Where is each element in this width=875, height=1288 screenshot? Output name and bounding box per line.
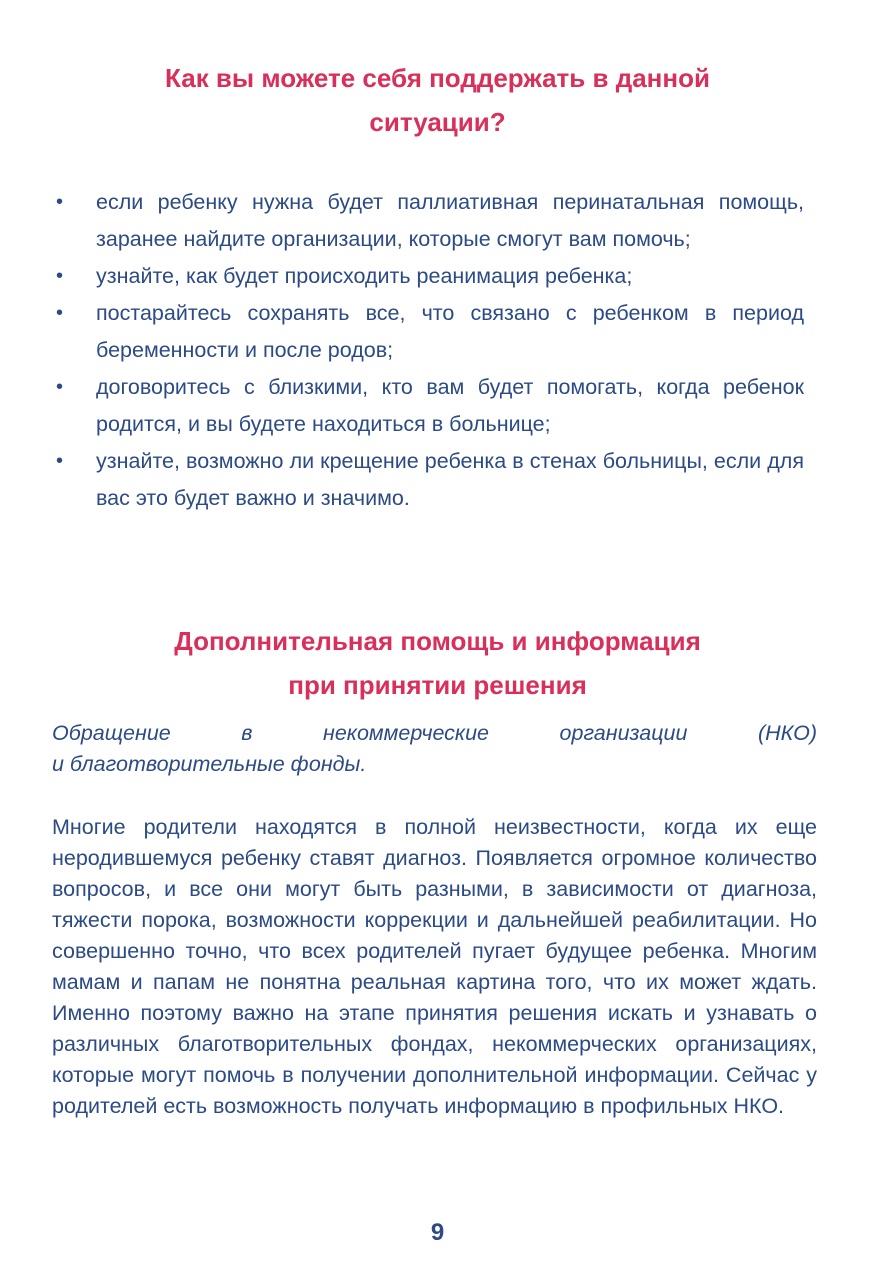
page-number: 9 [430,1219,445,1246]
subtitle-line-1: Обращение в некоммерческие организации (НКО) [52,721,817,745]
support-tips-list [56,184,804,517]
section-subtitle [52,718,817,780]
body-paragraph: Многие родители находятся в полной неизвестности, когда их еще неродившемуся ребенку ставят диагноз. Появляется огромное количество вопросов, и все они могут быть разными, в зависимости от диагноза, тяжести порока, возможности коррекции и дальнейшей реабилитации. Но совершенно точно, что всех родителей пугает будущее ребенка. Многим мамам и папам не понятна реальная картина того, что их может ждать. Именно поэтому важно на этапе принятия решения искать и узнавать о различных благотворительных фондах, некоммерческих организациях, которые могут помочь в получении дополнительной информации. Сейчас у родителей есть возможность получать информацию в профильных НКО. [52,815,817,1118]
subtitle-line-2: и благотворительные фонды. [52,752,367,776]
bullet-icon: • [56,302,64,324]
heading-line-2: при принятии решения [288,670,587,700]
heading-line-2: ситуации? [369,107,506,137]
list-item [56,443,804,517]
bullet-icon: • [56,376,64,398]
list-item [56,295,804,369]
list-item-text: узнайте, возможно ли крещение ребенка в стенах больницы, если для вас это будет важно и значимо. [96,449,804,510]
list-item [56,184,804,258]
list-item [56,369,804,443]
list-item-text: постарайтесь сохранять все, что связано с ребенком в период беременности и после родов; [96,301,804,362]
section-heading-self-support [0,56,875,144]
list-item-text: узнайте, как будет происходить реанимация ребенка; [96,264,633,288]
heading-line-1: Как вы можете себя поддержать в данной [165,63,710,93]
heading-line-1: Дополнительная помощь и информация [174,626,701,656]
section-heading-additional-help [0,619,875,707]
list-item [56,258,804,295]
bullet-icon: • [56,191,64,213]
bullet-icon: • [56,265,64,287]
list-item-text: если ребенку нужна будет паллиативная перинатальная помощь, заранее найдите организации, которые смогут вам помочь; [96,190,804,251]
list-item-text: договоритесь с близкими, кто вам будет помогать, когда ребенок родится, и вы будете находиться в больнице; [96,375,804,436]
bullet-icon: • [56,450,64,472]
